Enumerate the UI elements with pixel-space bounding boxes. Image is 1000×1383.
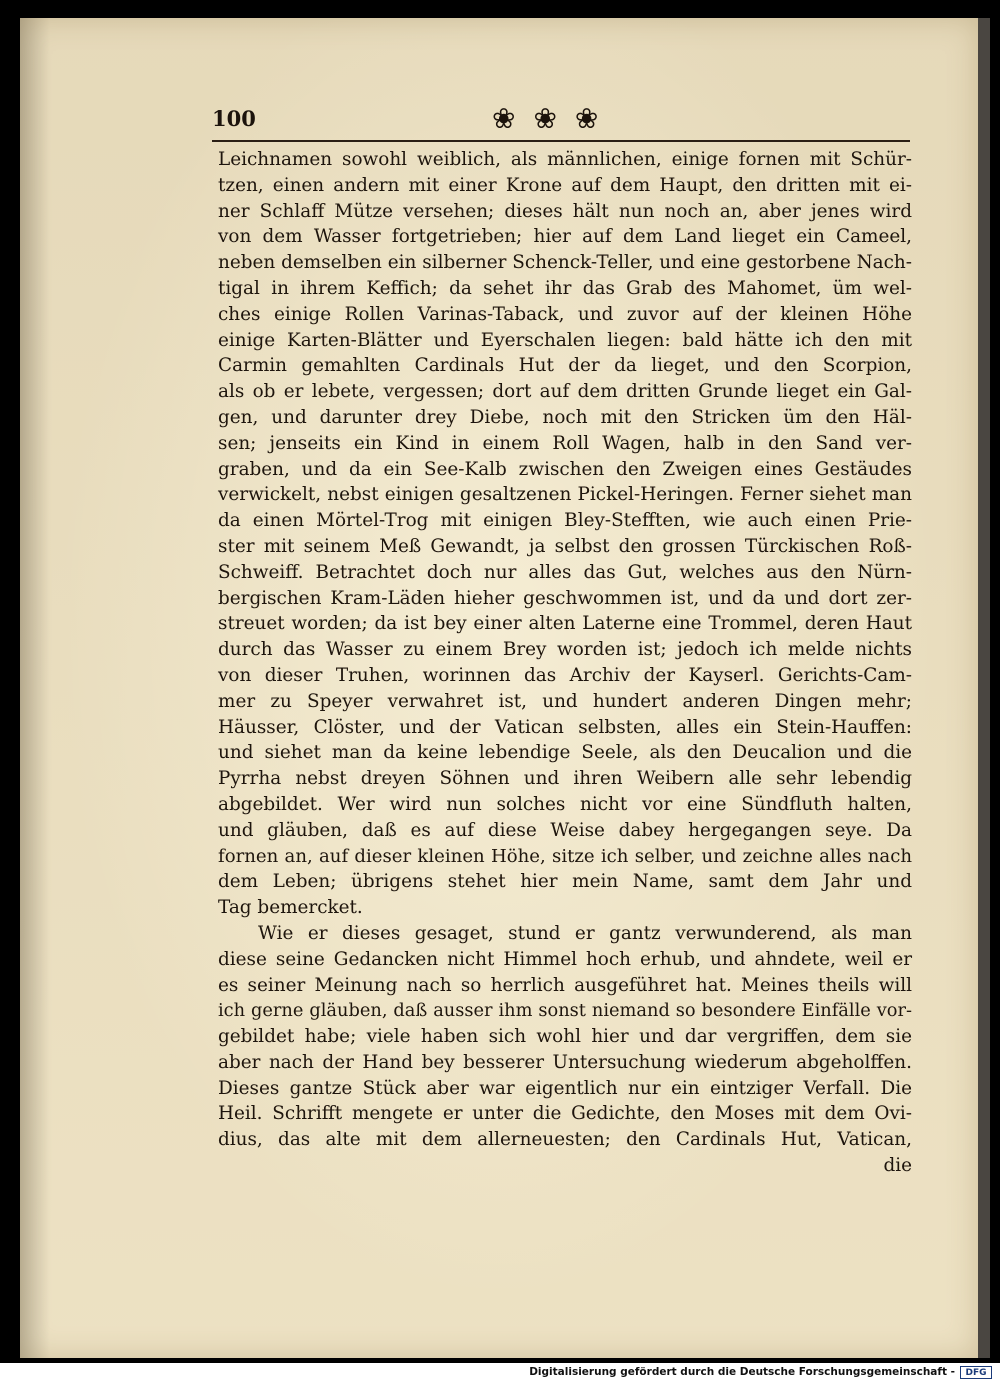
text-line: Carmin gemahlten Cardinals Hut der da lieget, und den Scorpion, xyxy=(218,355,912,377)
text-line: tigal in ihrem Keffich; da sehet ihr das Grab des Mahomet, üm wel- xyxy=(218,277,912,299)
page-header xyxy=(212,104,910,138)
page-edge-shadow xyxy=(978,18,990,1358)
text-line: von dem Wasser fortgetrieben; hier auf dem Land lieget ein Cameel, xyxy=(218,226,912,248)
dfg-logo[interactable]: DFG xyxy=(960,1366,992,1379)
text-line: ner Schlaff Mütze versehen; dieses hält nun noch an, aber jenes wird xyxy=(218,200,912,222)
text-line: Heil. Schrifft mengete er unter die Gedichte, den Moses mit dem Ovi- xyxy=(218,1103,912,1125)
text-line: und siehet man da keine lebendige Seele, als den Deucalion und die xyxy=(218,742,912,764)
text-line: diese seine Gedancken nicht Himmel hoch erhub, und ahndete, weil er xyxy=(218,948,912,970)
text-line: gebildet habe; viele haben sich wohl hier und dar vergriffen, dem sie xyxy=(218,1026,912,1048)
ornament-flowers-icon: ❀❀❀ xyxy=(492,102,617,135)
text-line: Pyrrha nebst dreyen Söhnen und ihren Weibern alle sehr lebendig xyxy=(218,768,912,790)
text-line: aber nach der Hand bey besserer Untersuchung wiederum abgeholffen. xyxy=(218,1051,912,1073)
funding-credit: Digitalisierung gefördert durch die Deutsche Forschungsgemeinschaft - xyxy=(529,1366,955,1378)
text-line: abgebildet. Wer wird nun solches nicht vor eine Sündfluth halten, xyxy=(218,793,912,815)
text-line: sen; jenseits ein Kind in einem Roll Wagen, halb in den Sand ver- xyxy=(218,432,912,454)
text-line: durch das Wasser zu einem Brey worden ist; jedoch ich melde nichts xyxy=(218,639,912,661)
text-line: ches einige Rollen Varinas-Taback, und zuvor auf der kleinen Höhe xyxy=(218,303,912,325)
page-number: 100 xyxy=(212,106,256,131)
text-line: neben demselben ein silberner Schenck-Teller, und eine gestorbene Nach- xyxy=(218,252,912,274)
footer-bar xyxy=(0,1363,1000,1383)
text-line: einige Karten-Blätter und Eyerschalen liegen: bald hätte ich den mit xyxy=(218,329,912,351)
body-text xyxy=(218,147,912,1179)
text-line: es seiner Meinung nach so herrlich ausgeführet hat. Meines theils will xyxy=(218,974,912,996)
text-line: und gläuben, daß es auf diese Weise dabey hergegangen seye. Da xyxy=(218,819,912,841)
text-line: fornen an, auf dieser kleinen Höhe, sitze ich selber, und zeichne alles nach xyxy=(218,845,912,867)
text-line: Wie er dieses gesaget, stund er gantz verwunderend, als man xyxy=(258,922,912,944)
text-line: bergischen Kram-Läden hieher geschwommen ist, und da und dort zer- xyxy=(218,587,912,609)
header-rule xyxy=(212,140,910,142)
text-line: gen, und darunter drey Diebe, noch mit den Stricken üm den Häl- xyxy=(218,406,912,428)
text-line: Dieses gantze Stück aber war eigentlich nur ein eintziger Verfall. Die xyxy=(218,1077,912,1099)
text-line: ster mit seinem Meß Gewandt, ja selbst den grossen Türckischen Roß- xyxy=(218,535,912,557)
text-line: dem Leben; übrigens stehet hier mein Name, samt dem Jahr und xyxy=(218,871,912,893)
text-line: Leichnamen sowohl weiblich, als männlichen, einige fornen mit Schür- xyxy=(218,149,912,170)
text-line: Schweiff. Betrachtet doch nur alles das Gut, welches aus den Nürn- xyxy=(218,561,912,583)
text-line: Häusser, Clöster, und der Vatican selbsten, alles ein Stein-Hauffen: xyxy=(218,716,912,738)
text-line: dius, das alte mit dem allerneuesten; den Cardinals Hut, Vatican, xyxy=(218,1129,912,1151)
catchword: die xyxy=(883,1155,912,1177)
text-line: Tag bemercket. xyxy=(218,897,363,919)
text-line: ich gerne gläuben, daß ausser ihm sonst niemand so besondere Einfälle vor- xyxy=(218,1000,912,1022)
text-line: mer zu Speyer verwahret ist, und hundert anderen Dingen mehr; xyxy=(218,690,912,712)
text-line: von dieser Truhen, worinnen das Archiv der Kayserl. Gerichts-Cam- xyxy=(218,664,912,686)
text-line: graben, und da ein See-Kalb zwischen den Zweigen eines Gestäudes xyxy=(218,458,912,480)
text-line: tzen, einen andern mit einer Krone auf dem Haupt, den dritten mit ei- xyxy=(218,174,912,196)
text-line: da einen Mörtel-Trog mit einigen Bley-Stefften, wie auch einen Prie- xyxy=(218,510,912,532)
text-line: als ob er lebete, vergessen; dort auf dem dritten Grunde lieget ein Gal- xyxy=(218,381,912,403)
text-line: streuet worden; da ist bey einer alten Laterne eine Trommel, deren Haut xyxy=(218,613,912,635)
text-line: verwickelt, nebst einigen gesaltzenen Pickel-Heringen. Ferner siehet man xyxy=(218,484,912,506)
